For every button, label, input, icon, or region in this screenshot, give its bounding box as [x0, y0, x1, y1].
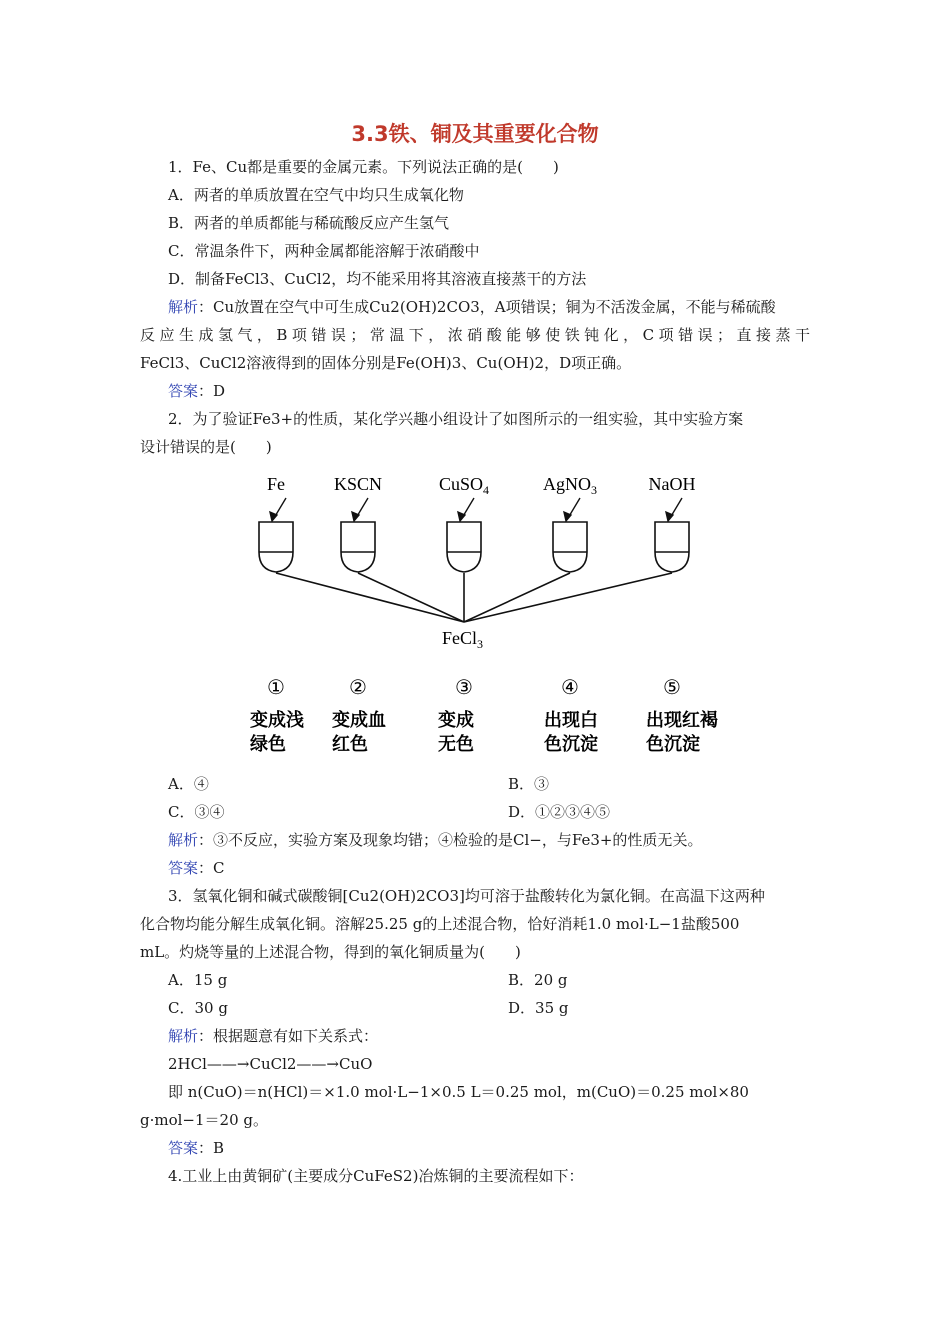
test-tube: [341, 522, 375, 572]
page-title: 3.3铁、铜及其重要化合物: [351, 122, 599, 146]
reagent-label: NaOH: [648, 474, 696, 494]
observation-text: 出现白: [544, 710, 598, 730]
answer-label: 答案: [168, 859, 199, 877]
q1-option-a: A．两者的单质放置在空气中均只生成氧化物: [168, 186, 464, 204]
analysis-label: 解析: [168, 298, 199, 316]
q3-option-b: B．20 g: [508, 971, 568, 989]
q2-option-c: C．③④: [168, 803, 225, 821]
answer-label: 答案: [168, 382, 199, 400]
q1-answer-value: ：D: [198, 382, 226, 400]
arrow-head: [564, 512, 571, 521]
arrow-head: [458, 512, 465, 521]
observation-text: 变成血: [332, 710, 386, 730]
test-tube: [553, 522, 587, 572]
center-label: FeCl$_3$: [442, 628, 484, 651]
q2-stem-line1: 2．为了验证Fe3+的性质，某化学兴趣小组设计了如图所示的一组实验，其中实验方案: [168, 410, 744, 428]
connector-line: [276, 573, 464, 622]
test-tube: [447, 522, 481, 572]
analysis-label: 解析: [168, 831, 199, 849]
observation-text: 变成: [438, 710, 474, 730]
q3-relation: 2HCl——→CuCl2——→CuO: [168, 1055, 373, 1073]
q2-option-a: A．④: [168, 775, 209, 793]
q1-stem: 1．Fe、Cu都是重要的金属元素。下列说法正确的是( ): [168, 158, 559, 176]
q2-stem-line2: 设计错误的是( ): [140, 438, 272, 456]
observation-text: 变成浅: [250, 710, 304, 730]
experiment-number: ③: [455, 677, 473, 699]
q2-option-d: D．①②③④⑤: [508, 803, 611, 821]
q3-stem-line1: 3．氢氧化铜和碱式碳酸铜[Cu2(OH)2CO3]均可溶于盐酸转化为氯化铜。在高温下这两种: [168, 887, 765, 905]
experiment-number: ①: [267, 677, 285, 699]
q1-analysis-line1: [168, 297, 776, 317]
test-tube: [655, 522, 689, 572]
observation-text: 无色: [438, 734, 474, 754]
q1-option-b: B．两者的单质都能与稀硫酸反应产生氢气: [168, 214, 450, 232]
q3-calc-line1: 即 n(CuO)＝n(HCl)＝×1.0 mol·L−1×0.5 L＝0.25 mol，m(CuO)＝0.25 mol×80: [168, 1083, 749, 1101]
experiment-number: ④: [561, 677, 579, 699]
q1-option-d: D．制备FeCl3、CuCl2，均不能采用将其溶液直接蒸干的方法: [168, 270, 587, 288]
q1-analysis-line3: FeCl3、CuCl2溶液得到的固体分别是Fe(OH)3、Cu(OH)2，D项正确。: [140, 354, 632, 372]
observation-text: 出现红褐: [646, 710, 718, 730]
q2-answer: [168, 858, 225, 878]
q2-answer-value: ：C: [198, 859, 225, 877]
q1-option-c: C．常温条件下，两种金属都能溶解于浓硝酸中: [168, 242, 480, 260]
q3-stem-line2: 化合物均能分解生成氧化铜。溶解25.25 g的上述混合物，恰好消耗1.0 mol·L−1盐酸500: [140, 915, 740, 933]
observation-text: 色沉淀: [646, 734, 700, 754]
analysis-label: 解析: [168, 1027, 199, 1045]
q1-answer: [168, 381, 225, 401]
connector-line: [464, 573, 570, 622]
q3-option-d: D．35 g: [508, 999, 569, 1017]
reagent-label: Fe: [267, 474, 285, 494]
q2-analysis: [168, 830, 702, 850]
q3-option-c: C．30 g: [168, 999, 228, 1017]
q4-stem: 4.工业上由黄铜矿(主要成分CuFeS2)冶炼铜的主要流程如下：: [168, 1167, 584, 1185]
connector-line: [358, 573, 464, 622]
arrow-head: [666, 512, 673, 521]
q2-option-b: B．③: [508, 775, 550, 793]
q3-calc-line2: g·mol−1＝20 g。: [140, 1111, 268, 1129]
reagent-label: CuSO$_4$: [438, 474, 490, 497]
q3-analysis-text: ：根据题意有如下关系式：: [198, 1027, 379, 1045]
q1-analysis-text: ：Cu放置在空气中可生成Cu2(OH)2CO3，A项错误；铜为不活泼金属，不能与稀硫酸: [198, 298, 776, 316]
connector-line: [464, 573, 672, 622]
q2-analysis-text: ：③不反应，实验方案及现象均错；④检验的是Cl−，与Fe3+的性质无关。: [198, 831, 703, 849]
reagent-label: AgNO$_3$: [543, 474, 597, 497]
test-tube: [259, 522, 293, 572]
q3-analysis: [168, 1026, 378, 1046]
q3-option-a: A．15 g: [168, 971, 228, 989]
experiment-number: ②: [349, 677, 367, 699]
arrow-head: [270, 512, 277, 521]
experiment-number: ⑤: [663, 677, 681, 699]
q3-answer-value: ：B: [198, 1139, 225, 1157]
q3-stem-line3: mL。灼烧等量的上述混合物，得到的氧化铜质量为( ): [140, 943, 521, 961]
experiment-diagram: [238, 462, 738, 762]
q3-answer: [168, 1138, 224, 1158]
reagent-label: KSCN: [333, 474, 383, 494]
arrow-head: [352, 512, 359, 521]
q1-analysis-line2: 反应生成氢气，B项错误；常温下，浓硝酸能够使铁钝化，C项错误；直接蒸干: [140, 326, 810, 344]
observation-text: 绿色: [250, 734, 286, 754]
answer-label: 答案: [168, 1139, 199, 1157]
observation-text: 红色: [332, 734, 368, 754]
observation-text: 色沉淀: [544, 734, 598, 754]
